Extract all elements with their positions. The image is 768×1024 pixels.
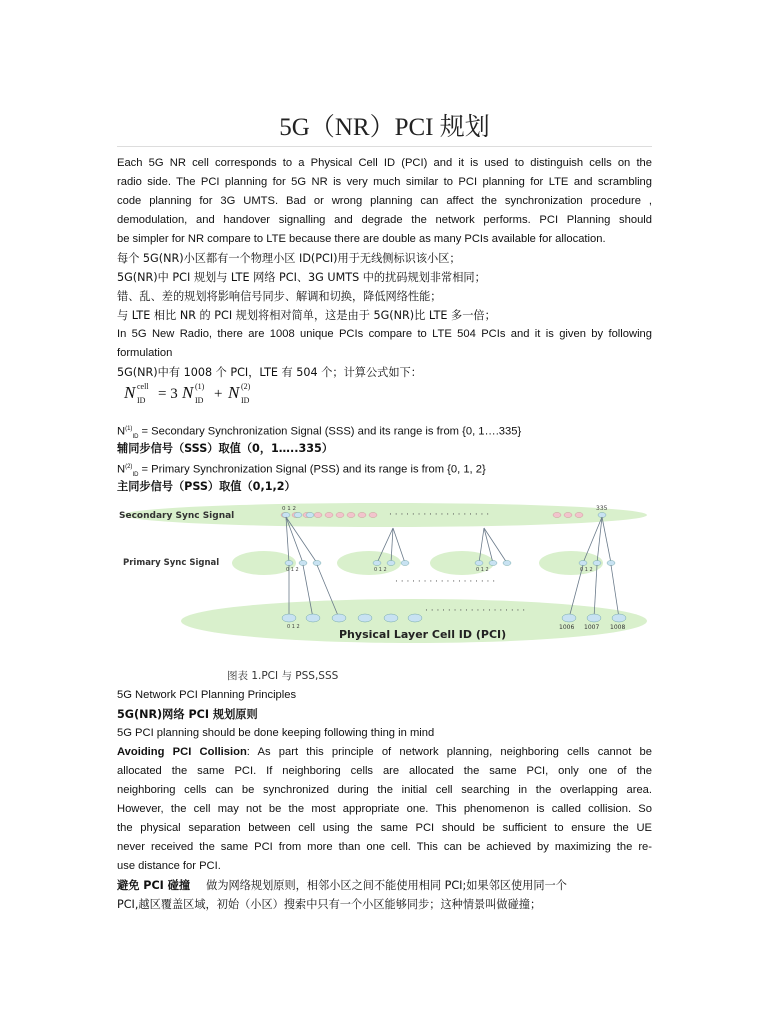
cn-intro-line-1: 每个 5G(NR)小区都有一个物理小区 ID(PCI)用于无线侧标识该小区； — [117, 252, 461, 265]
page-title: 5G（NR）PCI 规划 — [279, 114, 490, 141]
formula-plus: + — [214, 386, 223, 402]
collision-cn-line-2: PCI,越区覆盖区域，初始（小区）搜索中只有一个小区能够同步；这种情景叫做碰撞； — [117, 898, 542, 911]
pci-index-1008: 1008 — [610, 624, 626, 631]
pss-index-4: 0 1 2 — [580, 567, 593, 573]
pss-cn: 主同步信号（PSS）取值（0,1,2） — [117, 480, 296, 493]
sss-ellipsis: · · · · · · · · · · · · · · · · · · — [389, 510, 490, 520]
intro-line-2: radio side. The PCI planning for 5G NR is very much similar to PCI planning for LTE and scrambling — [117, 176, 652, 188]
collision-line-1 — [117, 743, 652, 762]
pci-count-cn: 5G(NR)中有 1008 个 PCI，LTE 有 504 个；计算公式如下： — [117, 366, 422, 379]
formula-n2-sup: (2) — [241, 382, 251, 391]
pci-count-line-2: formulation — [117, 347, 173, 359]
sss-last-index: 335 — [596, 505, 608, 512]
intro-line-5: be simpler for NR compare to LTE because there are double as many PCIs available for allocation. — [117, 233, 606, 245]
pci-ellipsis: · · · · · · · · · · · · · · · · · · — [425, 606, 526, 616]
figure-caption: 图表 1.PCI 与 PSS,SSS — [227, 670, 339, 682]
pss-sub: ID — [132, 471, 139, 478]
intro-line-4: demodulation, and handover signalling and degrade the network performs. PCI Planning should — [117, 214, 652, 226]
formula-n2: N — [228, 383, 240, 402]
sss-sup: (1) — [125, 426, 133, 432]
sss-label: Secondary Sync Signal — [119, 511, 235, 521]
pss-index-2: 0 1 2 — [374, 567, 387, 573]
intro-line-1: Each 5G NR cell corresponds to a Physical Cell ID (PCI) and it is used to distinguish cells on the — [117, 157, 652, 169]
sss-text: = Secondary Synchronization Signal (SSS) and its range is from {0, 1….335} — [138, 425, 522, 438]
collision-line-5: the physical separation between cell using the same PCI should be sufficient to ensure the UE — [117, 822, 652, 834]
sss-first-index: 0 1 2 — [282, 506, 296, 512]
collision-line-6: never received the same PCI from more than one cell. This can be achieved by maximizing the re- — [117, 841, 652, 853]
cn-intro-line-3: 错、乱、差的规划将影响信号同步、解调和切换，降低网络性能； — [117, 290, 442, 303]
sss-symbol: N — [117, 425, 126, 438]
collision-line-4: However, the cell may not be the most appropriate one. This phenomenon is called collision. So — [117, 803, 652, 815]
intro-line-3: code planning for 3G UMTS. Bad or wrong planning can affect the synchronization procedure , — [117, 195, 652, 207]
collision-line-2: allocated the same PCI. If neighboring cells are allocated the same PCI, only one of the — [117, 765, 652, 777]
formula-n1-sub: ID — [195, 396, 204, 405]
pci-first-index: 0 1 2 — [287, 624, 300, 630]
collision-line-7: use distance for PCI. — [117, 860, 221, 872]
formula-n1: N — [182, 383, 194, 402]
pci-label: Physical Layer Cell ID (PCI) — [339, 628, 507, 641]
pss-ellipsis: · · · · · · · · · · · · · · · · · · — [395, 577, 496, 587]
pci-formula — [122, 378, 282, 408]
pss-sup: (2) — [125, 464, 133, 470]
collision-first-text: : As part this principle of network planning, neighboring cells cannot be — [246, 746, 652, 758]
formula-n1-sup: (1) — [195, 382, 205, 391]
collision-cn-text: 做为网络规划原则，相邻小区之间不能使用相同 PCI;如果邻区使用同一个 — [206, 879, 567, 892]
pss-index-1: 0 1 2 — [286, 567, 299, 573]
pci-index-1007: 1007 — [584, 624, 600, 631]
cn-intro-line-4: 与 LTE 相比 NR 的 PCI 规划将相对简单，这是由于 5G(NR)比 LTE 多一倍； — [117, 309, 496, 322]
formula-lhs-sub: ID — [137, 396, 146, 405]
principles-heading-cn: 5G(NR)网络 PCI 规划原则 — [117, 708, 258, 721]
collision-cn-heading: 避免 PCI 碰撞 — [117, 879, 191, 892]
title-divider — [117, 146, 652, 147]
sss-sub: ID — [132, 433, 139, 440]
pss-label: Primary Sync Signal — [123, 558, 220, 568]
formula-equals: = 3 — [158, 386, 178, 402]
collision-cn-line-1 — [117, 876, 652, 895]
pss-index-3: 0 1 2 — [476, 567, 489, 573]
pci-index-1006: 1006 — [559, 624, 575, 631]
sss-cn: 辅同步信号（SSS）取值（0，1…..335） — [117, 442, 334, 455]
cn-intro-line-2: 5G(NR)中 PCI 规划与 LTE 网络 PCI、3G UMTS 中的扰码规划非常相同； — [117, 271, 486, 284]
collision-heading: Avoiding PCI Collision — [117, 746, 247, 758]
formula-n2-sub: ID — [241, 396, 250, 405]
formula-lhs: N — [124, 383, 136, 402]
principles-heading-en: 5G Network PCI Planning Principles — [117, 689, 297, 701]
pss-text: = Primary Synchronization Signal (PSS) and its range is from {0, 1, 2} — [138, 463, 486, 476]
pss-symbol: N — [117, 463, 126, 476]
principles-intro: 5G PCI planning should be done keeping following thing in mind — [117, 727, 435, 739]
collision-line-3: neighboring cells can be synchronized during the initial cell searching in the overlapping area. — [117, 784, 652, 796]
pci-hierarchy-figure — [117, 500, 647, 650]
pci-count-line-1: In 5G New Radio, there are 1008 unique PCIs compare to LTE 504 PCIs and it is given by following — [117, 328, 652, 340]
formula-lhs-sup: cell — [137, 382, 149, 391]
